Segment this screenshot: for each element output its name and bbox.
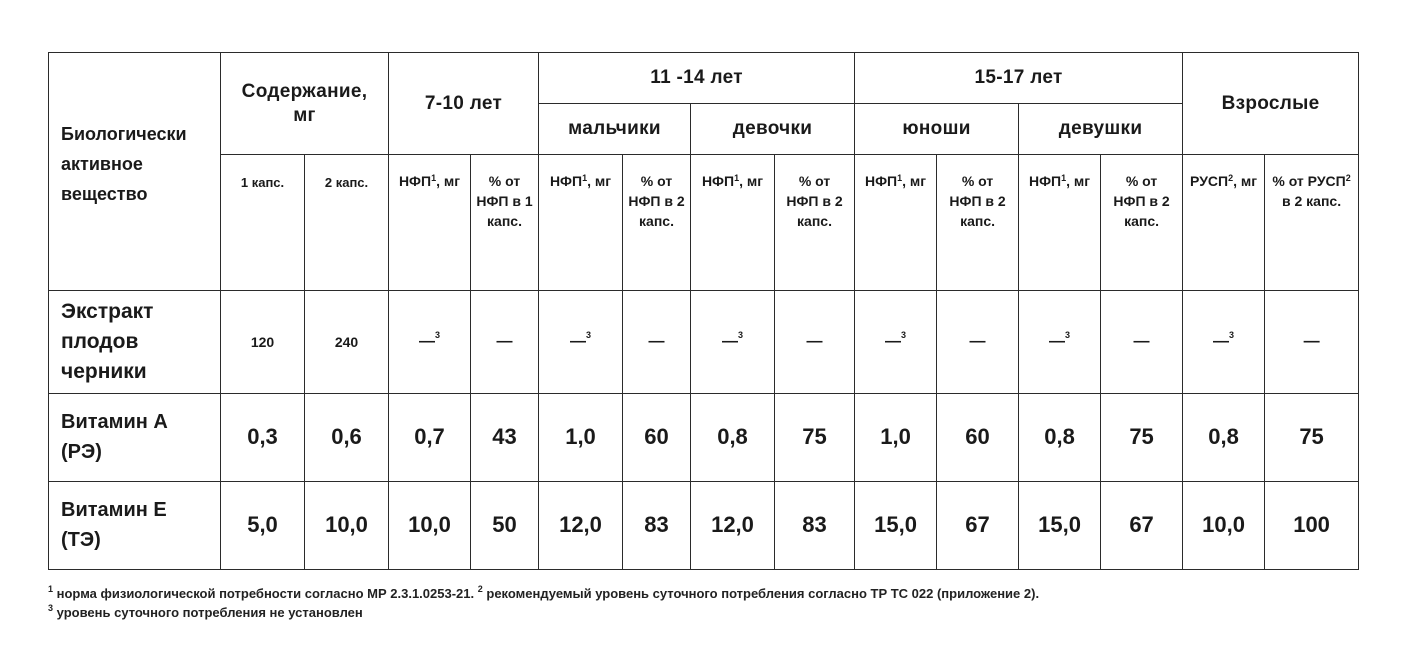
value-cell: 120 [221,291,305,393]
nfp-unit: , мг [739,173,764,190]
value-cell: 75 [1101,393,1183,481]
value-cell: 60 [623,393,691,481]
value-cell: 0,8 [1183,393,1265,481]
nutrition-table [48,52,1359,570]
table-row [49,481,1359,569]
footnote-mark-2: 2 [477,584,483,594]
value-cell: 15,0 [1019,481,1101,569]
nfp-label: НФП [864,173,898,190]
value-cell: 75 [775,393,855,481]
dash-cell: — [623,291,691,393]
value-cell: 1,0 [539,393,623,481]
dash-sup: 3 [1229,330,1235,341]
dash-sup: 3 [585,330,591,341]
value-cell: 10,0 [389,481,471,569]
rusp-label: РУСП [1190,173,1229,190]
nfp-header [691,155,775,291]
nfp-sup: 1 [734,173,740,184]
nfp-sup: 1 [1061,173,1067,184]
nfp-label: НФП [398,173,432,190]
dash-sup: 3 [737,330,743,341]
dash: — [1049,333,1066,351]
rusp-sup: 2 [1228,173,1234,184]
dash-cell [389,291,471,393]
nfp-label: НФП [549,173,583,190]
caps2-header: 2 капс. [305,155,389,291]
value-cell: 67 [937,481,1019,569]
row-name: Экстракт плодов черники [49,291,221,393]
dash: — [418,333,435,351]
footnote-line-2 [48,605,363,620]
age-15-17-header: 15-17 лет [855,53,1183,104]
value-cell: 5,0 [221,481,305,569]
nfp-label: НФП [1028,173,1062,190]
dash-sup: 3 [434,330,440,341]
table-row [49,393,1359,481]
substance-header-label: Биологически активное вещество [61,124,187,204]
nfp-header [1019,155,1101,291]
value-cell: 0,3 [221,393,305,481]
value-cell: 10,0 [1183,481,1265,569]
dash-cell [1183,291,1265,393]
value-cell: 0,8 [691,393,775,481]
dash: — [569,333,586,351]
footnote-text-1: норма физиологической потребности согласно МР 2.3.1.0253-21. [56,586,475,601]
rusp-header [1183,155,1265,291]
row-name: Витамин Е (ТЭ) [49,481,221,569]
dash: — [1213,333,1230,351]
pct-nfp-header: % от НФП в 2 капс. [1101,155,1183,291]
nfp-sup: 1 [582,173,588,184]
dash-cell [1019,291,1101,393]
dash-sup: 3 [1065,330,1071,341]
pct-rusp-label: % от РУСП [1272,173,1346,190]
value-cell: 0,8 [1019,393,1101,481]
pct-rusp-suffix: в 2 капс. [1282,193,1342,210]
value-cell: 12,0 [691,481,775,569]
dash-cell: — [1265,291,1359,393]
nfp-header [855,155,937,291]
value-cell: 15,0 [855,481,937,569]
value-cell: 60 [937,393,1019,481]
footnote-mark-1: 1 [48,584,54,594]
value-cell: 240 [305,291,389,393]
content-header-label: Содержание, мг [241,80,368,126]
pct-nfp-header: % от НФП в 2 капс. [623,155,691,291]
value-cell: 1,0 [855,393,937,481]
pct-rusp-sup: 2 [1345,173,1351,184]
nfp-unit: , мг [902,173,927,190]
nfp-unit: , мг [1066,173,1091,190]
dash: — [721,333,738,351]
young-women-header: девушки [1019,104,1183,155]
rusp-unit: , мг [1233,173,1258,190]
dash-cell: — [471,291,539,393]
footnote-text-3: уровень суточного потребления не установлен [56,605,363,620]
value-cell: 0,6 [305,393,389,481]
value-cell: 75 [1265,393,1359,481]
footnote-text-2: рекомендуемый уровень суточного потребления согласно ТР ТС 022 (приложение 2). [486,586,1040,601]
value-cell: 67 [1101,481,1183,569]
nfp-label: НФП [701,173,735,190]
value-cell: 12,0 [539,481,623,569]
row-name: Витамин А (РЭ) [49,393,221,481]
dash-cell [691,291,775,393]
adults-header: Взрослые [1183,53,1359,155]
content-header [221,53,389,155]
footnote-line-1 [48,586,1039,601]
dash-cell: — [775,291,855,393]
footnote-mark-3: 3 [48,603,54,613]
value-cell: 83 [775,481,855,569]
caps1-header: 1 капс. [221,155,305,291]
dash-cell: — [1101,291,1183,393]
pct-nfp-header: % от НФП в 2 капс. [775,155,855,291]
age-11-14-header: 11 -14 лет [539,53,855,104]
boys-header: мальчики [539,104,691,155]
nfp-unit: , мг [436,173,461,190]
value-cell: 43 [471,393,539,481]
age-7-10-header: 7-10 лет [389,53,539,155]
dash: — [885,333,902,351]
youths-header: юноши [855,104,1019,155]
dash-cell [855,291,937,393]
value-cell: 0,7 [389,393,471,481]
value-cell: 100 [1265,481,1359,569]
pct-nfp-header: % от НФП в 1 капс. [471,155,539,291]
nfp-header [539,155,623,291]
value-cell: 10,0 [305,481,389,569]
substance-header [49,53,221,291]
dash-cell: — [937,291,1019,393]
nfp-sup: 1 [897,173,903,184]
pct-nfp-header: % от НФП в 2 капс. [937,155,1019,291]
nfp-header [389,155,471,291]
value-cell: 50 [471,481,539,569]
girls-header: девочки [691,104,855,155]
nfp-sup: 1 [431,173,437,184]
pct-rusp-header [1265,155,1359,291]
dash-sup: 3 [901,330,907,341]
nfp-unit: , мг [587,173,612,190]
dash-cell [539,291,623,393]
table-row [49,291,1359,393]
value-cell: 83 [623,481,691,569]
